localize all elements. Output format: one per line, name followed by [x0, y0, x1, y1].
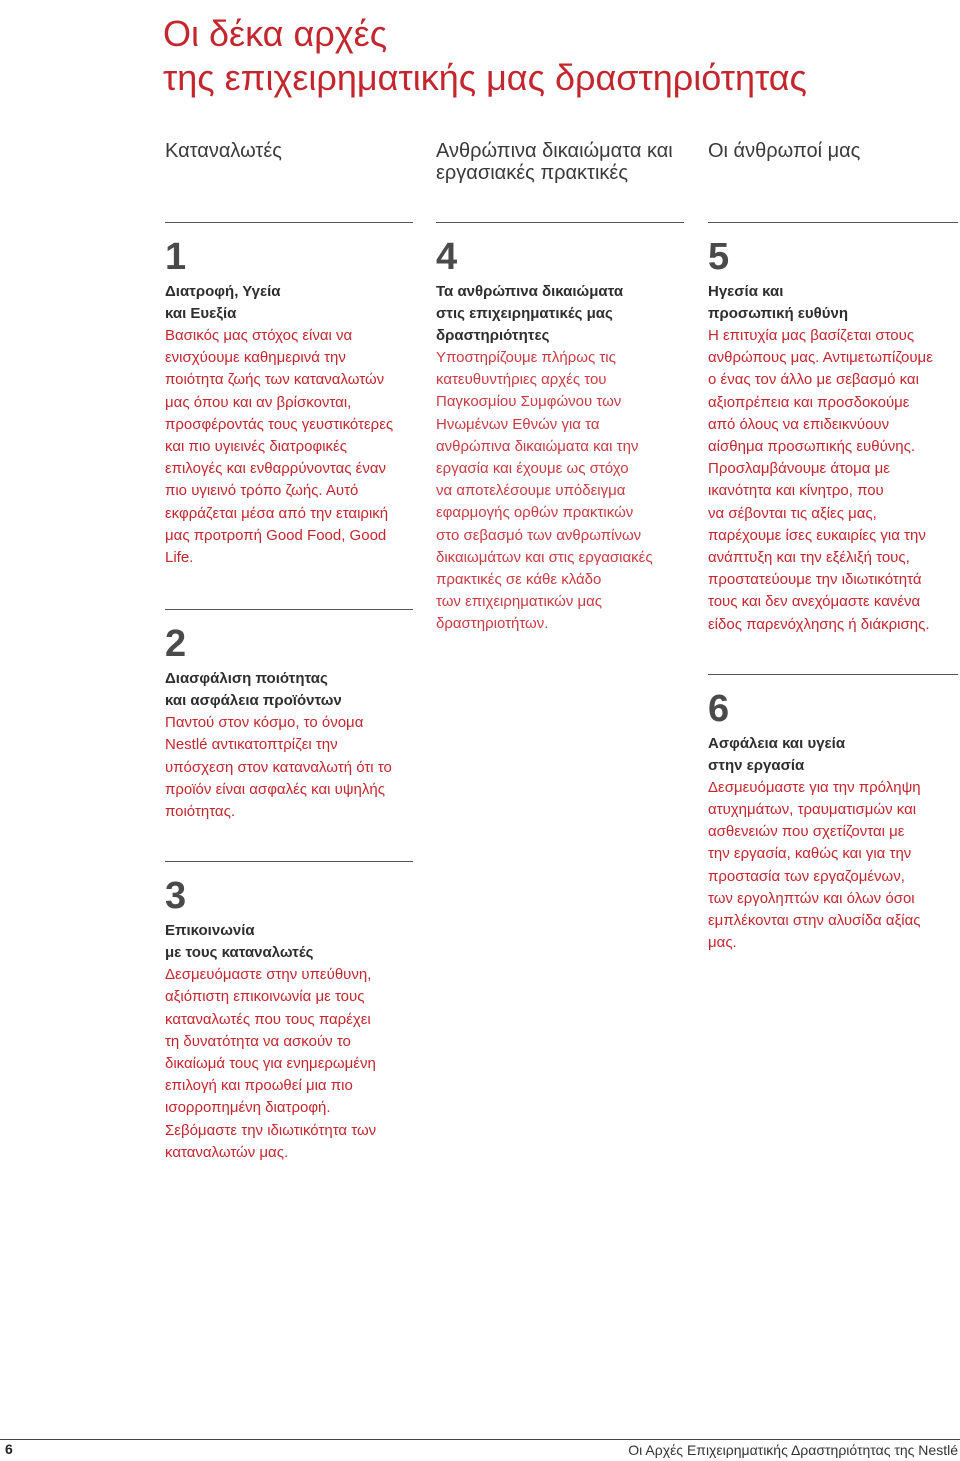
text-line: ατυχημάτων, τραυματισμών και — [708, 801, 917, 819]
text-line: Επικοινωνία — [165, 922, 255, 940]
text-line: και Ευεξία — [165, 305, 237, 322]
text-line: προστατεύουμε την ιδιωτικότητά — [708, 571, 922, 589]
principle-number: 3 — [165, 875, 187, 918]
text-line: την εργασία, καθώς και για την — [708, 845, 912, 863]
text-line: πιο υγιεινό τρόπο ζωής. Αυτό — [165, 482, 359, 500]
text-line: ασθενειών που σχετίζονται με — [708, 823, 905, 841]
text-line: προϊόν είναι ασφαλές και υψηλής — [165, 780, 385, 798]
principle-body — [708, 325, 958, 636]
principle-heading — [165, 920, 413, 964]
text-line: εκφράζεται μέσα από την εταιρική — [165, 504, 389, 522]
principle-body — [708, 777, 958, 955]
text-line: μας όπου και αν βρίσκονται, — [165, 393, 352, 411]
text-line: Τα ανθρώπινα δικαιώματα — [436, 283, 624, 300]
text-line: εμπλέκονται στην αλυσίδα αξίας — [708, 912, 921, 930]
text-line: και ασφάλεια προϊόντων — [165, 692, 342, 710]
text-line: Σεβόμαστε την ιδιωτικότητα των — [165, 1121, 377, 1139]
text-line: επιλογή και προωθεί μια πιο — [165, 1077, 353, 1095]
text-line: ισορροπημένη διατροφή. — [165, 1099, 331, 1117]
footer-divider — [0, 1439, 960, 1440]
principle-6 — [708, 674, 958, 955]
principle-heading — [436, 281, 684, 347]
text-line: προσφέροντάς τους γευστικότερες — [165, 415, 394, 433]
text-line: ανθρώπους μας. Αντιμετωπίζουμε — [708, 349, 933, 367]
principle-number: 1 — [165, 236, 187, 278]
text-line: μας προτροπή Good Food, Good — [165, 526, 387, 544]
text-line: με τους καταναλωτές — [165, 944, 314, 962]
page-number: 6 — [5, 1441, 13, 1457]
principle-5 — [708, 222, 958, 636]
principle-number: 5 — [708, 236, 730, 278]
text-line: καταναλωτών μας. — [165, 1143, 289, 1161]
text-line: και πιο υγιεινές διατροφικές — [165, 438, 347, 456]
text-line: Παντού στον κόσμο, το όνομα — [165, 714, 364, 732]
principle-4 — [436, 222, 684, 636]
text-line: Δεσμευόμαστε στην υπεύθυνη, — [165, 966, 372, 984]
principle-body — [165, 964, 413, 1164]
text-line: Η επιτυχία μας βασίζεται στους — [708, 327, 915, 344]
text-line: παρέχουμε ίσες ευκαιρίες για την — [708, 526, 926, 544]
text-line: Διατροφή, Υγεία — [165, 283, 281, 300]
text-line: τη δυνατότητα να ασκούν το — [165, 1032, 351, 1050]
text-line: στις επιχειρηματικές μας — [436, 305, 613, 322]
text-line: εργασία και έχουμε ως στόχο — [436, 460, 629, 478]
text-line: επιλογές και ενθαρρύνοντας έναν — [165, 460, 387, 478]
column-human-rights — [436, 222, 684, 636]
principle-heading — [708, 281, 958, 325]
principle-body — [436, 347, 684, 636]
text-line: των εργοληπτών και όλων όσοι — [708, 889, 915, 907]
text-line: ανάπτυξη και την εξέλιξή τους, — [708, 549, 910, 567]
text-line: Βασικός μας στόχος είναι να — [165, 327, 353, 344]
text-line: αξιόπιστη επικοινωνία με τους — [165, 988, 365, 1006]
text-line: στην εργασία — [708, 756, 805, 774]
text-line: στο σεβασμό των ανθρωπίνων — [436, 526, 642, 544]
text-line: προσωπική ευθύνη — [708, 305, 848, 322]
text-line: ανθρώπινα δικαιώματα και την — [436, 437, 639, 455]
text-line: Προσλαμβάνουμε άτομα με — [708, 460, 890, 478]
column-consumers — [165, 222, 413, 1164]
page-title-line-2: της επιχειρηματικής μας δραστηριότητας — [163, 57, 807, 98]
text-line: των επιχειρηματικών μας — [436, 593, 603, 611]
principle-number: 4 — [436, 236, 458, 278]
text-line: τους και δεν ανεχόμαστε κανένα — [708, 593, 921, 611]
principle-body — [165, 712, 413, 823]
text-line: εφαρμογής ορθών πρακτικών — [436, 504, 634, 522]
page-title — [163, 12, 807, 100]
column-heading-our-people — [708, 140, 860, 162]
text-line: δραστηριοτήτων. — [436, 615, 549, 633]
principle-heading — [708, 733, 958, 777]
text-line: Ηγεσία και — [708, 283, 784, 300]
text-line: από όλους να επιδεικνύουν — [708, 415, 890, 433]
text-line: είδος παρενόχλησης ή διάκρισης. — [708, 615, 930, 633]
principle-number: 6 — [708, 687, 730, 730]
text-line: Παγκοσμίου Συμφώνου των — [436, 393, 622, 411]
principle-number: 2 — [165, 623, 187, 666]
text-line: Nestlé αντικατοπτρίζει την — [165, 736, 338, 754]
text-line: κατευθυντήριες αρχές του — [436, 371, 607, 389]
text-line: Life. — [165, 549, 194, 567]
page-title-line-1: Οι δέκα αρχές — [163, 13, 388, 54]
column-heading-human-rights — [436, 140, 673, 184]
principle-3 — [165, 861, 413, 1164]
text-line: μας. — [708, 934, 737, 952]
text-line: ενισχύουμε καθημερινά την — [165, 349, 346, 367]
text-line: ποιότητας. — [165, 803, 235, 821]
text-line: να αποτελέσουμε υπόδειγμα — [436, 482, 626, 500]
text-line: ποιότητα ζωής των καταναλωτών — [165, 371, 385, 389]
text-line: ο ένας τον άλλο με σεβασμό και — [708, 371, 919, 389]
principle-2 — [165, 609, 413, 823]
column-heading-consumers — [165, 140, 282, 162]
text-line: δικαίωμά τους για ενημερωμένη — [165, 1055, 376, 1073]
principle-heading — [165, 668, 413, 712]
text-line: εργασιακές πρακτικές — [436, 162, 628, 184]
text-line: Διασφάλιση ποιότητας — [165, 670, 328, 688]
text-line: καταναλωτές που τους παρέχει — [165, 1010, 371, 1028]
text-line: αίσθημα προσωπικής ευθύνης. — [708, 438, 916, 456]
text-line: δραστηριότητες — [436, 327, 550, 344]
text-line: Ηνωμένων Εθνών για τα — [436, 415, 600, 433]
text-line: αξιοπρέπεια και προσδοκούμε — [708, 393, 910, 411]
text-line: δικαιωμάτων και στις εργασιακές — [436, 548, 653, 566]
text-line: προστασία των εργαζομένων, — [708, 867, 905, 885]
principle-heading — [165, 281, 413, 325]
column-our-people — [708, 222, 958, 954]
text-line: Καταναλωτές — [165, 140, 282, 162]
text-line: Δεσμευόμαστε για την πρόληψη — [708, 778, 921, 796]
text-line: να σέβονται τις αξίες μας, — [708, 504, 877, 522]
text-line: Υποστηρίζουμε πλήρως τις — [436, 349, 616, 366]
text-line: Ασφάλεια και υγεία — [708, 734, 846, 752]
principle-body — [165, 325, 413, 569]
footer-document-title: Οι Αρχές Επιχειρηματικής Δραστηριότητας της Nestlé — [628, 1442, 958, 1458]
text-line: Οι άνθρωποί μας — [708, 140, 861, 162]
text-line: ικανότητα και κίνητρο, που — [708, 482, 884, 500]
principle-1 — [165, 222, 413, 569]
text-line: πρακτικές σε κάθε κλάδο — [436, 571, 602, 589]
text-line: υπόσχεση στον καταναλωτή ότι το — [165, 758, 392, 776]
text-line: Ανθρώπινα δικαιώματα και — [436, 140, 673, 162]
